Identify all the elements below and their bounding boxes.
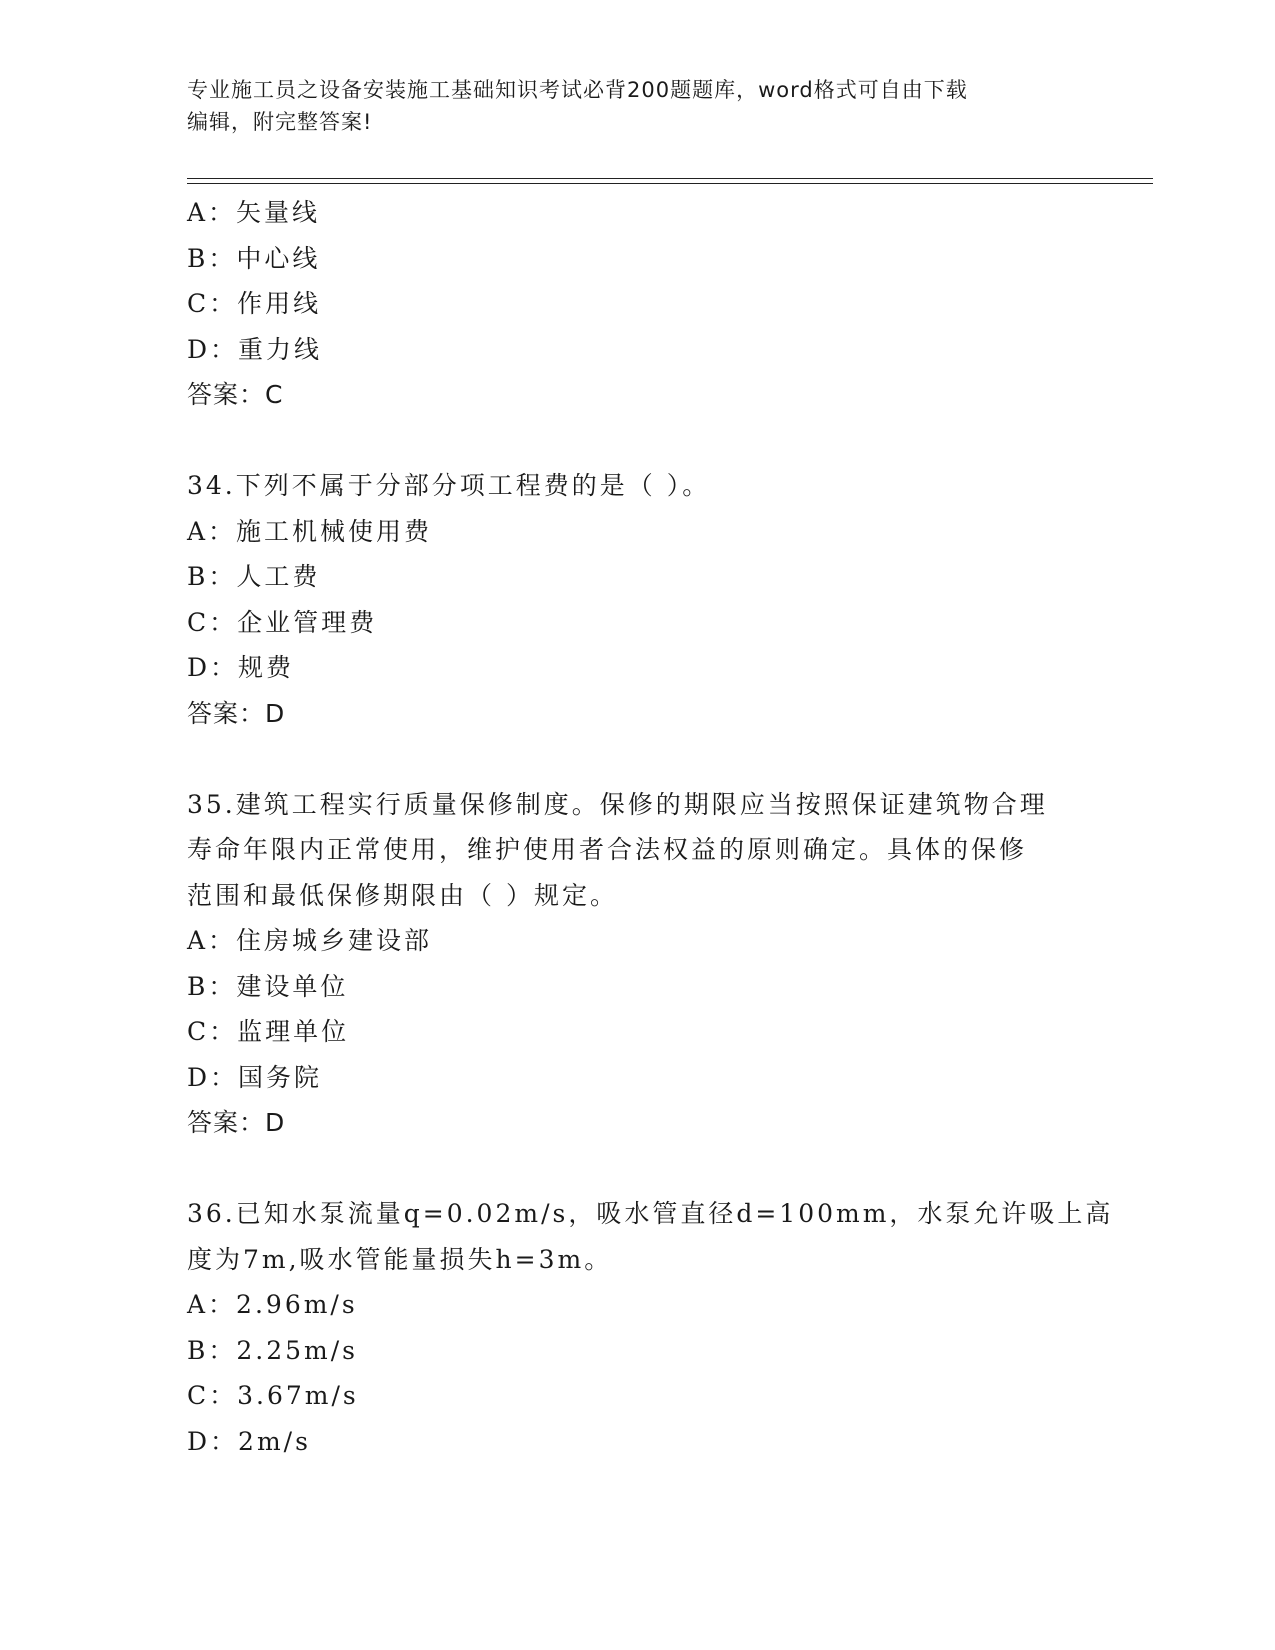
option-a: A：2.96m/s bbox=[187, 1290, 358, 1319]
option-d: D：2m/s bbox=[187, 1426, 311, 1456]
question-block-34 bbox=[187, 463, 1087, 736]
answer: 答案：D bbox=[187, 698, 286, 728]
question-block-33 bbox=[187, 190, 1087, 418]
question-text: 34.下列不属于分部分项工程费的是（ ）。 bbox=[187, 471, 711, 500]
option-d: D：重力线 bbox=[187, 334, 323, 364]
option-a: A：矢量线 bbox=[187, 198, 321, 227]
option-b: B：建设单位 bbox=[187, 971, 349, 1001]
answer: 答案：C bbox=[187, 380, 284, 409]
option-d: D：规费 bbox=[187, 653, 295, 682]
option-b: B：2.25m/s bbox=[187, 1335, 358, 1365]
header-divider-bottom bbox=[187, 183, 1153, 184]
question-text: 度为7m,吸水管能量损失h=3m。 bbox=[187, 1244, 613, 1274]
document-header bbox=[187, 74, 1067, 138]
option-a: A：住房城乡建设部 bbox=[187, 926, 433, 955]
answer: 答案：D bbox=[187, 1108, 286, 1137]
question-text: 寿命年限内正常使用，维护使用者合法权益的原则确定。具体的保修 bbox=[187, 835, 1028, 864]
header-line-2: 编辑，附完整答案! bbox=[187, 110, 373, 134]
spacer bbox=[187, 736, 1087, 782]
question-list bbox=[187, 190, 1114, 1464]
question-text: 36.已知水泵流量q=0.02m/s，吸水管直径d=100mm，水泵允许吸上高 bbox=[187, 1199, 1114, 1228]
option-a: A：施工机械使用费 bbox=[187, 516, 433, 546]
option-c: C：3.67m/s bbox=[187, 1381, 359, 1410]
spacer bbox=[187, 1146, 1087, 1192]
question-text: 35.建筑工程实行质量保修制度。保修的期限应当按照保证建筑物合理 bbox=[187, 789, 1048, 819]
question-block-36 bbox=[187, 1191, 1114, 1464]
header-divider-top bbox=[187, 178, 1153, 179]
option-b: B：人工费 bbox=[187, 562, 321, 591]
option-d: D：国务院 bbox=[187, 1062, 323, 1092]
spacer bbox=[187, 418, 1087, 464]
option-b: B：中心线 bbox=[187, 243, 321, 273]
option-c: C：企业管理费 bbox=[187, 607, 378, 637]
option-c: C：监理单位 bbox=[187, 1017, 350, 1046]
question-block-35 bbox=[187, 782, 1087, 1146]
option-c: C：作用线 bbox=[187, 289, 322, 318]
question-text: 范围和最低保修期限由（ ）规定。 bbox=[187, 880, 618, 910]
header-line-1: 专业施工员之设备安装施工基础知识考试必背200题题库，word格式可自由下载 bbox=[187, 78, 968, 102]
